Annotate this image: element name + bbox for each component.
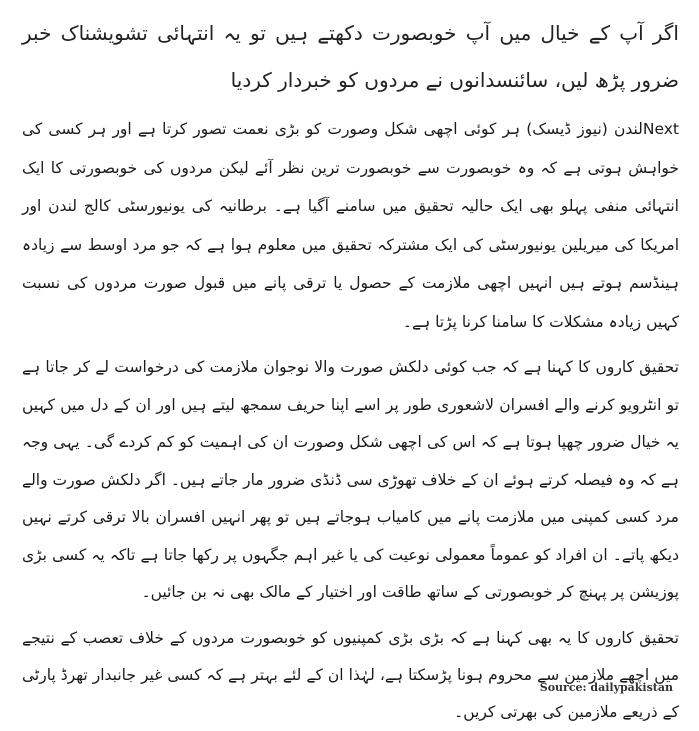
- article-headline: اگر آپ کے خیال میں آپ خوبصورت دکھتے ہیں تو یہ انتہائی تشویشناک خبر ضرور پڑھ لیں، سائنسدانوں نے مردوں کو خبردار کردیا: [22, 21, 679, 92]
- source-credit: Source: dailypakistan: [539, 681, 673, 694]
- article-paragraph-1-text: لندن (نیوز ڈیسک) ہر کوئی اچھی شکل وصورت کو بڑی نعمت تصور کرتا ہے اور ہر کسی کی خواہش ہوتی ہے کہ وہ خوبصورت سے خوبصورت ترین نظر آئے لیکن مردوں کی خوبصورتی کا ایک انتہائی منفی پہلو بھی ایک حالیہ تحقیق میں سامنے آگیا ہے۔ برطانیہ کی یونیورسٹی کالج لندن اور امریکا کی میریلین یونیورسٹی کی ایک مشترکہ تحقیق میں معلوم ہوا ہے کہ جو مرد اوسط سے زیادہ ہینڈسم ہوتے ہیں انہیں اچھی ملازمت کے حصول یا ترقی پانے میں قبول صورت مردوں کی نسبت کہیں زیادہ مشکلات کا سامنا کرنا پڑتا ہے۔: [22, 120, 679, 331]
- article-paragraph-2: تحقیق کاروں کا کہنا ہے کہ جب کوئی دلکش صورت والا نوجوان ملازمت کی درخواست لے کر جاتا ہے تو انٹرویو کرنے والے افسران لاشعوری طور پر اسے اپنا حریف سمجھ لیتے ہیں اور ان کے دل میں کہیں یہ خیال ضرور چھپا ہوتا ہے کہ اس کی اچھی شکل وصورت ان کی اہمیت کو کم کردے گی۔ یہی وجہ ہے کہ وہ فیصلہ کرتے ہوئے ان کے خلاف تھوڑی سی ڈنڈی ضرور مار جاتے ہیں۔ اگر دلکش صورت والے مرد کسی کمپنی میں ملازمت پانے میں کامیاب ہوجاتے ہیں تو پھر انہیں افسران بالا ترقی کرتے نہیں دیکھ پاتے۔ ان افراد کو عموماً معمولی نوعیت کی یا غیر اہم جگہوں پر رکھا جاتا ہے تاکہ یہ کسی بڑی پوزیشن پر پہنچ کر خوبصورتی کے ساتھ طاقت اور اختیار کے مالک بھی نہ بن جائیں۔: [22, 358, 679, 601]
- article-paragraph-1: [22, 110, 679, 341]
- article-paragraph-3: تحقیق کاروں کا یہ بھی کہنا ہے کہ بڑی بڑی کمپنیوں کو خوبصورت مردوں کے خلاف تعصب کے نتیجے میں اچھے ملازمین سے محروم ہونا پڑسکتا ہے، لہٰذا ان کے لئے بہتر ہے کہ کسی غیر جانبدار تھرڈ پارٹی کے ذریعے ملازمین کی بھرتی کریں۔: [22, 628, 679, 721]
- next-tag: Next: [642, 120, 679, 138]
